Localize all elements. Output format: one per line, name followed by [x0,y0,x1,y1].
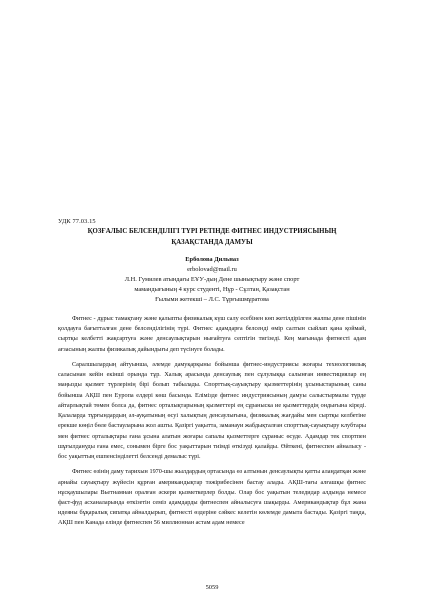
author-block [58,255,366,305]
article-body [58,314,366,534]
title-line-2: ҚАЗАҚСТАНДА ДАМУЫ [171,238,253,246]
article-title [58,227,366,248]
page-number: 5059 [205,584,219,591]
author-name: Ерболова Дильназ [185,256,239,263]
author-email: erbolovad@mail.ru [187,265,237,273]
paragraph: Саралшылардың айтуынша, әлемде дамуқарқыны бойынша фитнес-индустриясы жоғары технологиялық саласынан кейін екінші орында тұр. Халық арасында денсаулық пен сұлулыққа салынған инвестициялар ең маңызды қызмет түрлерінің бірі болып табылады. Спорттық-сауықтыру қызметтерінің ұсыныстарының саны бойынша АҚШ пен Еуропа елдері көш басында. Елімізде фитнес индустриясының дамуы салыстырмалы түрде айтарлықтай төмен болса да, фитнес орталықтарының қызметтері ең сұраныска ие қызметтердің ондығына кіреді. Қалаларда тұрғындардың әл-ауқатының өсуі халықтың денсаулығына, физикалық жағдайы мен сыртқы келбетіне ерекше көңіл бөле бастауларына жол ашты. Қазіргі уақытта, заманауи жабдықталған спорттық-сауықтыру клубтары мен фитнес орталықтары ғана ұсына алатын жоғары сапалы қызметтерге сұраныс өсуде. Адамдар тек спортпен шұғылдануды ғана емес, сонымен бірге бос уақыттарын тиімді өткізуді қалайды. Өйткені, фитнеспен айналысу - бос уақыттың ешпенсінділетті белсенді демалыс түрі. [58,360,366,461]
affiliation-line-1: Л.Н. Гумилев атындағы ЕҰУ-дың Дене шынықтыру және спорт [124,275,300,283]
paragraph: Фитнес - дұрыс тамақтану және қалыпты физикалық күш салу есебінен көп жетілдірілген жалпы дене пішінін қолдауға бағытталған дене белсенділігінің түрі. Фитнес адамдарға белсенді өмір салтын сыйлап қана қоймай, сыртқы келбетті жақсартуға және денсаулықтарын нығайтуға септігін тигізеді. Кең мағынада фитнесті адам ағзасының жалпы физикалық дайындығы деп түсінуге болады. [58,315,366,353]
affiliation-line-2: мамандығының 4 курс студенті, Нұр - Сұлтан, Қазақстан [134,285,290,293]
title-line-1: ҚОЗҒАЛЫС БЕЛСЕНДІЛІГІ ТҮРІ РЕТІНДЕ ФИТНЕС ИНДУСТРИЯСЫНЫҢ [87,228,337,235]
udk-code: УДК 77.03.15 [58,218,96,225]
paragraph: Фитнес өзінің даму тарихын 1970-шы жылдардың ортасында өз алтынын денсаулықты қатты алаңдатқан және арнайы сауықтыру жүйесін құрған американдықтар тәжірибесінен бастау алады. АҚШ-тағы алғашқы фитнес нұсқаушылары Вьетнамнан оралған әскери қызметкерлер болды. Олар бос уақытын теледидар алдында немесе фаст-фуд асханаларында өткізетін семіз адамдарды фитнеспен айналысуға шақырды. Американдықтар бұл жана идеяны бұқаралық сипатқа айналдырып, фитнесті өздеріне сәйкес келетін көлемде дамыта бастады. Қазіргі таңда, АҚШ пен Канада елінде фитнеспен 56 миллионнан астам адам немесе [58,468,366,527]
supervisor: Ғылыми жетекші – Л.С. Тұрғышмұратова [155,295,269,303]
